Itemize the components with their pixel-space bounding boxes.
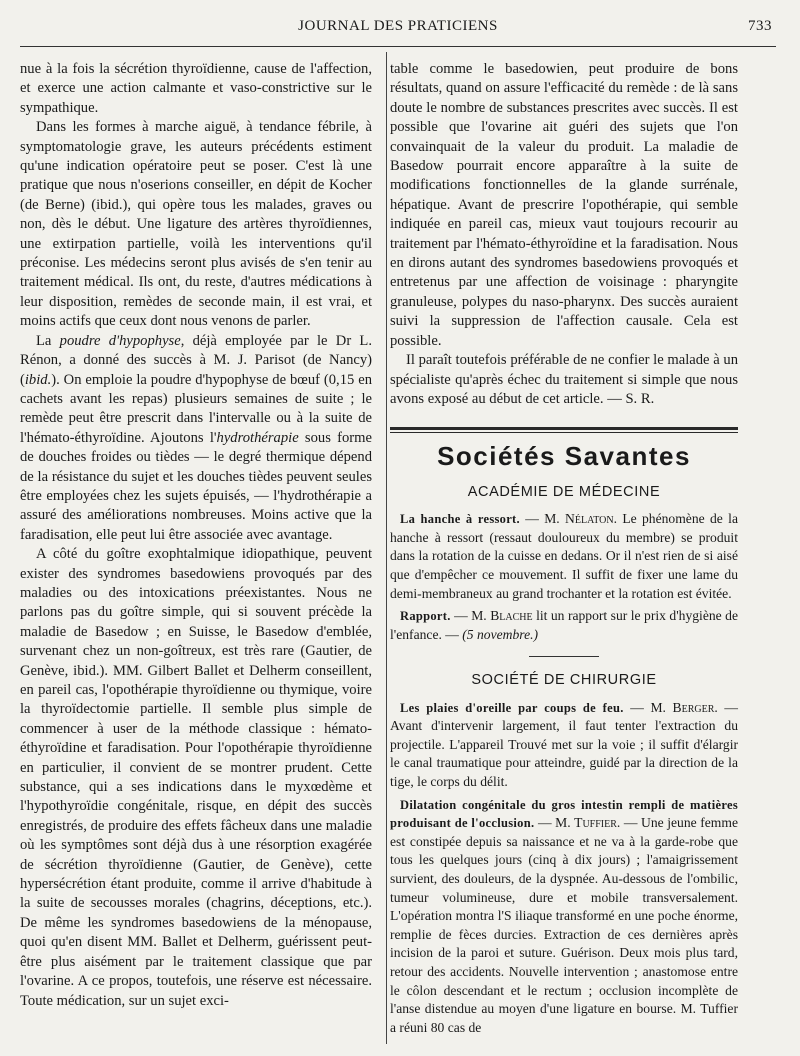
italic-term: poudre d'hypophyse <box>59 332 181 349</box>
header-rule <box>20 46 776 47</box>
author-name: Blache <box>490 608 533 624</box>
author-name: Tuffier <box>574 815 617 831</box>
paragraph: Dans les formes à marche aiguë, à tendance fébrile, à symptomatologie grave, les auteurs précédents estiment qu'une indication opératoire peut se poser. C'est là une pratique que nous n'oserions conseiller, en dépit de Kocher (de Berne) (ibid.), qui opère tous les malades, graves ou non, dès le début. Une ligature des artères thyroïdiennes, une extirpation partielle, voilà les interventions qu'il préconise. Les médecins seront plus avisés de s'en tenir au traitement médical. Ils ont, du reste, d'autres médications à leur disposition, remèdes de seconde main, il est vrai, et moins actifs que ceux dont nous venons de parler. <box>20 119 372 330</box>
report-entry: La hanche à ressort. — M. Nélaton. Le phénomène de la hanche à ressort (ressaut douloureux du membre) se produit dans la rotation de la cuisse en dedans. Or il n'est rien de si aisé que d'empêcher ce mouvement. Il suffit de fixer une lame du demi-membraneux au grand trochanter et la rotation est évitée. <box>390 511 738 601</box>
report-lead: Rapport. <box>400 609 451 624</box>
paragraph: A côté du goître exophtalmique idiopathique, peuvent exister des syndromes basedowiens provoqués par des maladies ou des intoxications préexistantes. Nous ne parlons pas du goître simple, qui si souvent précède la maladie de Basedow ; en Suisse, le Basedow d'emblée, survenant chez un non-goîtreux, est très rare (Gautier, de Genève, ibid.). MM. Gilbert Ballet et Delherm conseillent, en pareil cas, l'opothérapie thyroïdienne ou thymique, voire la thyroïdectomie partielle. Il semble plus simple de commencer à user de la méthode classique : hémato-éthyroïdine et faradisation. Pour l'opothérapie thyroïdienne en particulier, il convient de se montrer prudent. Cette substance, qui a ses indications dans le myxœdème et l'hypothyroïdie congénitale, risque, en dépit des succès enregistrés, de produire des effets fâcheux dans une maladie où les symptômes sont déjà dus à une résorption exagérée de sécrétion thyroïdienne (Gautier, de Genève), cette hypersécrétion étant produite, comme il arrive d'habitude à la suite de secousses morales (chagrins, déceptions, etc.). De même les syndromes basedowiens de la ménopause, quoi qu'en disent MM. Ballet et Delherm, guérissent peut-être plus aisément par le traitement classique que par l'ovarine. A ce propos, toutefois, une réserve est nécessaire. Toute médication, sur un sujet exci- <box>20 546 372 1009</box>
report-entry: Les plaies d'oreille par coups de feu. — M. Berger. — Avant d'intervenir largement, il faut tenter l'extraction du projectile. L'appareil Trouvé met sur la voie ; il suffit d'élargir le canal traumatique pour atteindre, guidé par la direction de la tige, le corps du délit. <box>390 699 739 790</box>
italic-term: hydrothérapie <box>216 429 299 446</box>
journal-title: JOURNAL DES PRATICIENS <box>298 18 498 34</box>
report-entry: Rapport. — M. Blache lit un rapport sur le prix d'hygiène de l'enfance. — (5 novembre.) <box>390 608 739 642</box>
paragraph: nue à la fois la sécrétion thyroïdienne, cause de l'affection, et exerce une action calmante et vaso-constrictive sur le sympathique. <box>20 61 372 116</box>
section-rule <box>390 427 738 433</box>
separator-rule <box>529 656 599 657</box>
section-title: Sociétés Savantes <box>437 441 691 472</box>
report-lead: La hanche à ressort. <box>400 512 520 527</box>
report-entry: Dilatation congénitale du gros intestin rempli de matières produisant de l'occlusion. — M. Tuffier. — Une jeune femme est constipée depuis sa naissance et ne va à la garde-robe que tous les quelques jours (cinq à dix jours) ; l'amaigrissement survient, des douleurs, de la dyspnée. Au-dessous de l'ombilic, tumeur volumineuse, dure et mobile transversalement. L'opération montra l'S iliaque transformé en une poche énorme, remplie de fèces durcies. Extraction de ces dernières après incision de la paroi et suture. Guérison. Deux mois plus tard, retour des accidents. Nouvelle intervention ; anastomose entre le côlon descendant et le rectum ; occlusion incomplète de l'anse distendue au moyen d'une ligature en bourse. M. Tuffier a réuni 80 cas de <box>390 797 738 1035</box>
report-lead: Dilatation congénitale du gros intestin rempli de matières produisant de l'occlusion. <box>390 797 738 831</box>
session-date: (5 novembre.) <box>462 626 539 642</box>
paragraph: table comme le basedowien, peut produire de bons résultats, quand on assure l'efficacité du remède : de là sans doute le nombre de substances prescrites avec succès. Il est possible que l'ovarine ait guéri des sujets que l'on convainquait de la valeur du produit. La maladie de Basedow pourrait encore apparaître à la suite de modifications fonctionnelles de la glande surrénale, hépatique. Avant de prescrire l'opothérapie, qui semble indiquée en pareil cas, mieux vaut toujours recourir au traitement par l'hémato-éthyroïdine et la faradisation. Nous en dirons autant des syndromes basedowiens provoqués et entretenus par une affection de voisinage : pharyngite granuleuse, polypes du naso-pharynx. Des succès auraient suivi la suppression de l'affection causale. Cela est possible. <box>390 61 738 349</box>
paragraph: Il paraît toutefois préférable de ne confier le malade à un spécialiste qu'après échec du traitement si simple que nous avons exposé au début de cet article. — S. R. <box>390 352 738 407</box>
chirurgie-reports <box>390 699 738 1038</box>
author-name: Berger <box>672 699 715 715</box>
report-lead: Les plaies d'oreille par coups de feu. <box>400 700 624 715</box>
right-column <box>390 60 738 1041</box>
left-column <box>20 60 372 1011</box>
author-name: Nélaton <box>565 511 614 527</box>
society-heading-academie: ACADÉMIE DE MÉDECINE <box>467 483 661 500</box>
society-heading-chirurgie: SOCIÉTÉ DE CHIRURGIE <box>471 672 657 689</box>
academie-reports <box>390 510 738 644</box>
column-divider <box>386 52 387 1044</box>
page-number: 733 <box>748 18 772 34</box>
paragraph: La poudre d'hypophyse, déjà employée par le Dr L. Rénon, a donné des succès à M. J. Parisot (de Nancy) (ibid.). On emploie la poudre d'hypophyse de bœuf (0,15 en cachets avant les repas) plusieurs semaines de suite ; le remède peut être prescrit dans l'intervalle ou à la suite de l'hémato-éthyroïdine. Ajoutons l'hydrothérapie sous forme de douches froides ou tièdes — le degré thermique dépend de la résistance du sujet et les douches tièdes peuvent seules être employées chez les sujets épuisés, — l'hydrothérapie a assuré des améliorations nombreuses. Moins active que la faradisation, elle peut lui être associée avec avantage. <box>20 332 372 543</box>
running-head <box>20 18 776 44</box>
italic-term: ibid. <box>24 371 52 388</box>
